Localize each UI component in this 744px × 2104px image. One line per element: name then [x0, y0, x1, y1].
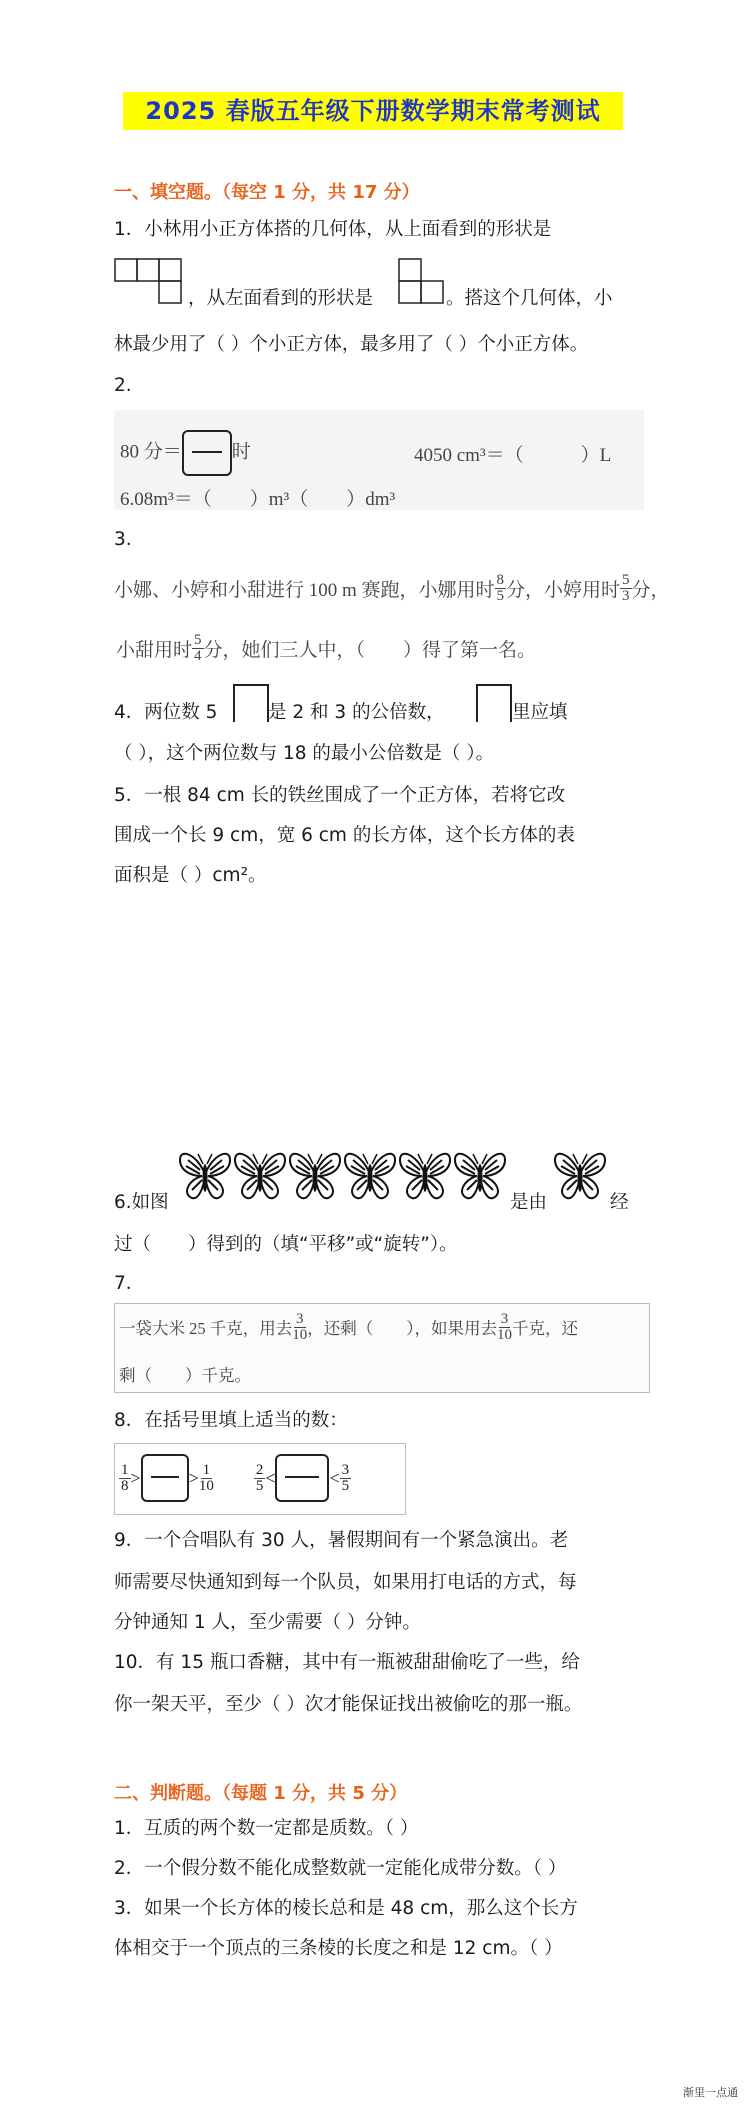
- page-title: 2025 春版五年级下册数学期末常考测试: [123, 92, 623, 130]
- operator: >: [188, 1467, 199, 1488]
- q7-l1b: ，还剩（ ），如果用去: [307, 1319, 497, 1338]
- section-1-heading: 一、填空题。（每空 1 分，共 17 分）: [114, 182, 420, 203]
- answer-box: [182, 430, 232, 476]
- butterfly-icon: [288, 1150, 344, 1204]
- butterfly-icon: [178, 1150, 234, 1204]
- butterfly-icon: [343, 1150, 399, 1204]
- q9-line3: 分钟通知 1 人，至少需要（ ）分钟。: [114, 1612, 421, 1633]
- q6-line1a: 6.如图: [114, 1192, 169, 1213]
- q6-line1b: 是由: [510, 1192, 548, 1213]
- q10-line2: 你一架天平，至少（ ）次才能保证找出被偷吃的那一瓶。: [114, 1694, 583, 1715]
- q3-number: 3.: [114, 529, 132, 550]
- s2-q1: 1．互质的两个数一定都是质数。（ ）: [114, 1818, 419, 1839]
- q3-line2: [116, 626, 536, 670]
- q1-line1: 1．小林用小正方体搭的几何体，从上面看到的形状是: [114, 219, 552, 240]
- butterfly-icon: [398, 1150, 454, 1204]
- q5-line3: 面积是（ ）cm²。: [114, 865, 267, 886]
- q3-line1: [114, 566, 670, 610]
- q8-text: 8．在括号里填上适当的数：: [114, 1410, 348, 1431]
- q4-line1c: 里应填: [512, 702, 568, 723]
- q3-l1b: 分，小婷用时: [506, 579, 621, 601]
- q4-line2: （ ），这个两位数与 18 的最小公倍数是（ ）。: [114, 743, 495, 764]
- fraction: $\frac{1}{10}$: [198, 1461, 214, 1494]
- q1-line2b: 。搭这个几何体，小: [446, 288, 613, 309]
- fraction: $\frac{3}{10}$: [292, 1310, 308, 1343]
- q2-a-left: 80 分＝: [120, 441, 182, 463]
- q2-image: [114, 410, 644, 510]
- q1-line2a: ，从左面看到的形状是: [188, 288, 374, 309]
- q7-l2: 剩（ ）千克。: [119, 1366, 251, 1385]
- fraction: $\frac{5}{3}$: [622, 571, 630, 604]
- fraction: $\frac{3}{5}$: [341, 1461, 350, 1494]
- butterfly-icon: [453, 1150, 509, 1204]
- q4-line1a: 4．两位数 5: [114, 702, 218, 723]
- q9-line1: 9．一个合唱队有 30 人，暑假期间有一个紧急演出。老: [114, 1530, 569, 1551]
- fraction: $\frac{8}{5}$: [496, 571, 505, 604]
- q3-l2a: 小甜用时: [116, 639, 193, 661]
- top-view-shape: [114, 258, 184, 306]
- fraction: $\frac{3}{10}$: [497, 1310, 512, 1343]
- q8-box: [114, 1443, 406, 1515]
- footer-watermark: 渐里一点通: [683, 2086, 738, 2099]
- digit-box: [233, 684, 269, 722]
- q7-box: [114, 1303, 650, 1393]
- left-view-shape: [398, 258, 444, 306]
- operator: >: [130, 1467, 141, 1488]
- operator: <: [329, 1467, 340, 1488]
- q9-line2: 师需要尽快通知到每一个队员，如果用打电话的方式，每: [114, 1572, 577, 1593]
- q3-l1a: 小娜、小婷和小甜进行 100 m 赛跑，小娜用时: [114, 579, 495, 601]
- q7-number: 7．: [114, 1273, 145, 1294]
- butterfly-icon: [233, 1150, 289, 1204]
- q2-b: 4050 cm³＝（ ）L: [414, 445, 612, 466]
- q4-line1b: 是 2 和 3 的公倍数，: [268, 702, 445, 723]
- fraction: $\frac{5}{4}$: [194, 631, 202, 664]
- q7-l1c: 千克，还: [512, 1319, 578, 1338]
- q2-a-right: 时: [231, 441, 251, 463]
- answer-box: [275, 1454, 329, 1502]
- operator: <: [265, 1467, 276, 1488]
- digit-box: [476, 684, 512, 722]
- s2-q3-line2: 体相交于一个顶点的三条棱的长度之和是 12 cm。（ ）: [114, 1938, 563, 1959]
- q10-line1: 10．有 15 瓶口香糖，其中有一瓶被甜甜偷吃了一些，给: [114, 1652, 580, 1673]
- q6-line2: 过（ ）得到的（填“平移”或“旋转”）。: [114, 1234, 458, 1255]
- answer-box: [141, 1454, 189, 1502]
- fraction: $\frac{2}{5}$: [255, 1461, 264, 1494]
- q5-line2: 围成一个长 9 cm，宽 6 cm 的长方体，这个长方体的表: [114, 825, 575, 846]
- q6-line1c: 经: [610, 1192, 629, 1213]
- s2-q3-line1: 3．如果一个长方体的棱长总和是 48 cm，那么这个长方: [114, 1898, 578, 1919]
- section-2-heading: 二、判断题。（每题 1 分，共 5 分）: [114, 1783, 408, 1804]
- q2-c: 6.08m³＝（ ）m³（ ）dm³: [120, 489, 396, 510]
- fraction: $\frac{1}{8}$: [121, 1461, 129, 1494]
- s2-q2: 2．一个假分数不能化成整数就一定能化成带分数。（ ）: [114, 1858, 567, 1879]
- butterfly-icon: [553, 1150, 609, 1204]
- q3-l2b: 分，她们三人中，（ ）得了第一名。: [203, 639, 537, 661]
- q3-l1c: 分，: [631, 579, 670, 601]
- q2-number: 2.: [114, 375, 132, 396]
- q7-l1a: 一袋大米 25 千克，用去: [119, 1319, 293, 1338]
- q1-line3: 林最少用了（ ）个小正方体，最多用了（ ）个小正方体。: [114, 334, 589, 355]
- q5-line1: 5．一根 84 cm 长的铁丝围成了一个正方体，若将它改: [114, 785, 566, 806]
